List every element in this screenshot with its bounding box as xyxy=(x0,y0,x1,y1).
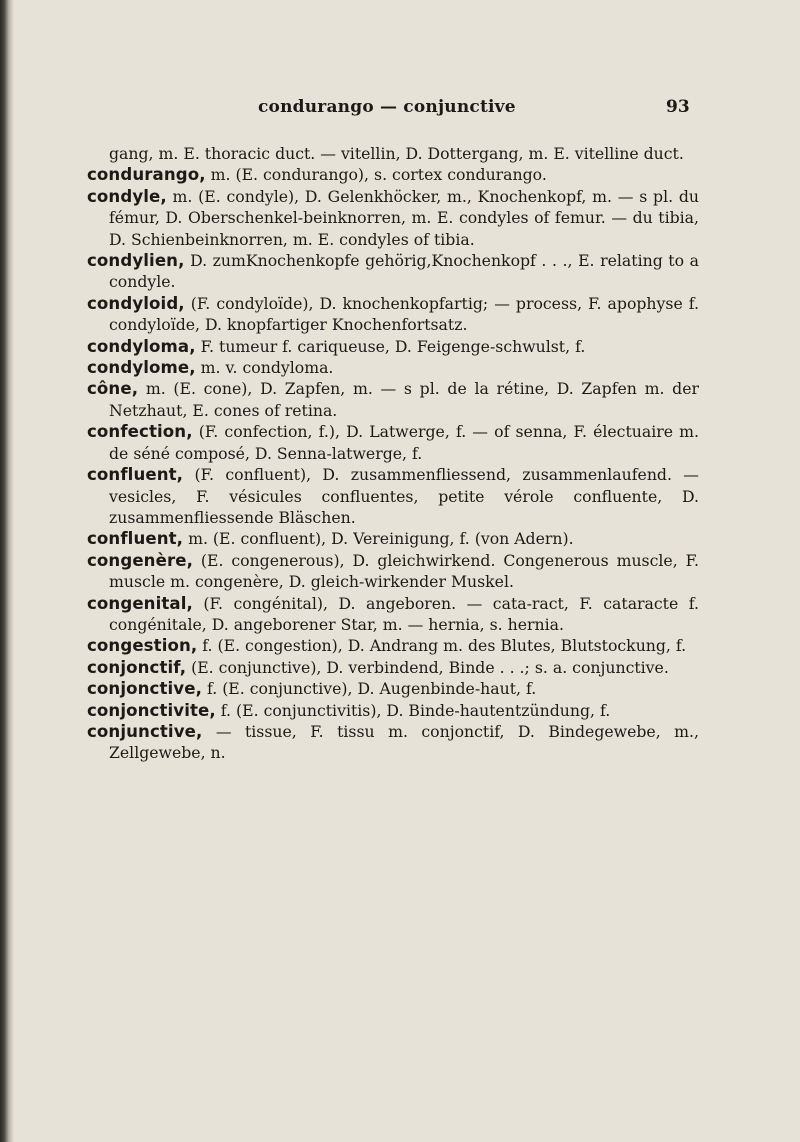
headword: conjonctive, xyxy=(87,679,202,699)
entry-conjonctif xyxy=(87,657,699,678)
entry-confluent-m xyxy=(87,528,699,549)
definition: m. (E. cone), D. Zapfen, m. — s pl. de la rétine, D. Zapfen m. der Netzhaut, E. cones of retina. xyxy=(109,379,699,420)
headword: condyloid, xyxy=(87,293,185,313)
entry-conjonctivite xyxy=(87,700,699,721)
definition: — tissue, F. tissu m. conjonctif, D. Bindegewebe, m., Zellgewebe, n. xyxy=(109,721,699,763)
definition: (F. confluent), D. zusammenfliessend, zusammenlaufend. — vesicles, F. vésicules confluentes, petite vérole confluente, D. zusammenfliessende Bläschen. xyxy=(109,465,699,527)
headword: condyle, xyxy=(87,186,167,206)
definition: m. (E. confluent), D. Vereinigung, f. (von Adern). xyxy=(183,529,574,549)
entry-congenere xyxy=(87,550,699,593)
headword: confluent, xyxy=(87,465,184,485)
running-header xyxy=(0,97,800,121)
entry-confluent-adj xyxy=(87,464,699,528)
definition: m. v. condyloma. xyxy=(195,358,334,378)
definition: F. tumeur f. cariqueuse, D. Feigenge-schwulst, f. xyxy=(195,336,586,356)
definition: f. (E. conjunctivitis), D. Binde-hautentzündung, f. xyxy=(215,700,611,720)
page-number: 93 xyxy=(666,97,690,117)
headword: conjonctif, xyxy=(87,657,187,677)
definition: f. (E. conjunctive), D. Augenbinde-haut, f. xyxy=(201,679,537,699)
headword: confection, xyxy=(87,422,193,442)
definition: (F. condyloïde), D. knochenkopfartig; — process, F. apophyse f. condyloïde, D. knopfartiger Knochenfortsatz. xyxy=(109,293,699,335)
headword: cône, xyxy=(87,379,139,399)
definition: f. (E. congestion), D. Andrang m. des Blutes, Blutstockung, f. xyxy=(197,636,687,656)
entry-condurango xyxy=(87,164,699,185)
entry-condyloma xyxy=(87,336,699,357)
entry-congenital xyxy=(87,593,699,636)
definition: (E. congenerous), D. gleichwirkend. Congenerous muscle, F. muscle m. congenère, D. gleich-wirkender Muskel. xyxy=(109,550,699,592)
headword: condurango, xyxy=(87,165,206,185)
entry-condylien xyxy=(87,250,699,293)
definition: (E. conjunctive), D. verbindend, Binde . . .; s. a. conjunctive. xyxy=(186,657,669,677)
definition: m. (E. condurango), s. cortex condurango. xyxy=(205,165,547,185)
entry-gang: gang, m. E. thoracic duct. — vitellin, D. Dottergang, m. E. vitelline duct. xyxy=(109,144,684,163)
entry-condyle xyxy=(87,186,699,250)
entry-cone xyxy=(87,378,699,421)
entry-conjonctive xyxy=(87,678,699,699)
headword: congenital, xyxy=(87,593,193,613)
entry-conjunctive xyxy=(87,721,699,764)
headword: conjunctive, xyxy=(87,721,203,741)
header-title: condurango — conjunctive xyxy=(258,97,516,117)
entry-congestion xyxy=(87,635,699,656)
entry-list xyxy=(87,143,699,764)
definition: D. zumKnochenkopfe gehörig,Knochenkopf . . ., E. relating to a condyle. xyxy=(109,251,699,292)
headword: condylome, xyxy=(87,358,196,378)
definition: m. (E. condyle), D. Gelenkhöcker, m., Knochenkopf, m. — s pl. du fémur, D. Oberschenkel-beinknorren, m. E. condyles of femur. — du tibia, D. Schienbeinknorren, m. E. condyles of tibia. xyxy=(109,186,699,249)
headword: confluent, xyxy=(87,529,184,549)
headword: conjonctivite, xyxy=(87,700,216,720)
definition: (F. confection, f.), D. Latwerge, f. — of senna, F. électuaire m. de séné composé, D. Senna-latwerge, f. xyxy=(109,422,699,463)
entry-condyloid xyxy=(87,293,699,336)
headword: congestion, xyxy=(87,636,198,656)
headword: condylien, xyxy=(87,251,185,271)
headword: congenère, xyxy=(87,550,193,570)
headword: condyloma, xyxy=(87,336,196,356)
entry-confection xyxy=(87,421,699,464)
entry-condylome xyxy=(87,357,699,378)
definition: (F. congénital), D. angeboren. — cata-ract, F. cataracte f. congénitale, D. angeborener Star, m. — hernia, s. hernia. xyxy=(109,593,699,634)
